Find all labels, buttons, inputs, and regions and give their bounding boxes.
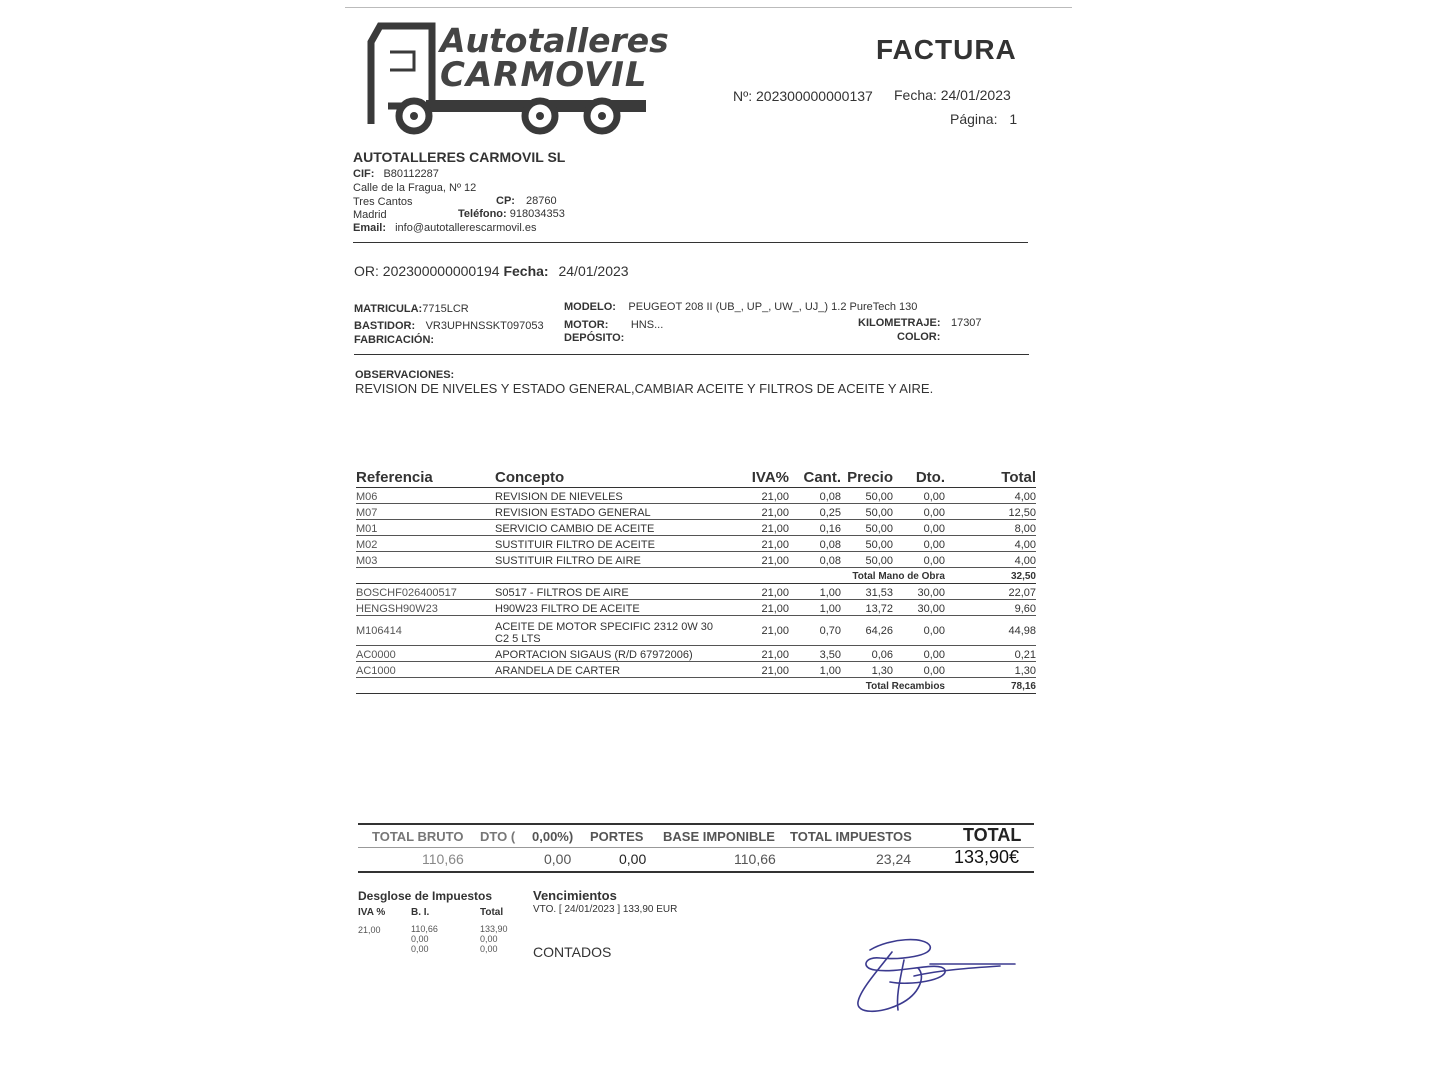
table-row xyxy=(356,488,1036,504)
cp-label: CP: xyxy=(496,195,515,207)
total-impuestos-label: TOTAL IMPUESTOS xyxy=(790,829,912,844)
invoice-date-label: Fecha: xyxy=(894,87,937,103)
cell-iva: 21,00 xyxy=(737,504,789,520)
cell-concepto: SERVICIO CAMBIO DE ACEITE xyxy=(495,520,737,536)
cell-concepto: APORTACION SIGAUS (R/D 67972006) xyxy=(495,646,737,662)
cell-concepto: SUSTITUIR FILTRO DE ACEITE xyxy=(495,536,737,552)
or-date-value: 24/01/2023 xyxy=(558,263,629,279)
phone-value: 918034353 xyxy=(509,208,565,220)
cell-total: 8,00 xyxy=(945,520,1036,536)
cell-precio: 50,00 xyxy=(841,552,893,568)
cell-dto: 0,00 xyxy=(893,520,945,536)
cell-concepto: REVISION DE NIEVELES xyxy=(495,488,737,504)
email-label: Email: xyxy=(353,222,387,234)
observaciones-text: REVISION DE NIVELES Y ESTADO GENERAL,CAMBIAR ACEITE Y FILTROS DE ACEITE Y AIRE. xyxy=(355,381,934,396)
company-email xyxy=(353,222,536,234)
cell-total: 44,98 xyxy=(945,616,1036,646)
cell-cant: 0,08 xyxy=(789,536,841,552)
labor-subtotal-value: 32,50 xyxy=(945,568,1036,584)
desglose-header-bi: B. I. xyxy=(411,907,430,918)
total-impuestos-value: 23,24 xyxy=(876,851,912,867)
cell-ref: M07 xyxy=(356,504,495,520)
cell-precio: 13,72 xyxy=(841,600,893,616)
logo-line1: Autotalleres xyxy=(440,21,669,60)
company-city: Tres Cantos xyxy=(353,196,413,208)
cell-ref: M03 xyxy=(356,552,495,568)
cell-total: 0,21 xyxy=(945,646,1036,662)
vencimientos-title: Vencimientos xyxy=(533,888,617,903)
color-label: COLOR: xyxy=(897,331,941,343)
totals-divider xyxy=(358,847,1034,848)
company-cp xyxy=(496,195,557,207)
total-bruto-value: 110,66 xyxy=(422,851,464,867)
table-row xyxy=(356,504,1036,520)
bastidor-value: VR3UPHNSSKT097053 xyxy=(425,320,544,332)
cell-total: 9,60 xyxy=(945,600,1036,616)
desglose-header-iva: IVA % xyxy=(358,907,386,918)
cell-iva: 21,00 xyxy=(737,536,789,552)
vehicle-bastidor xyxy=(354,316,544,334)
cell-dto: 0,00 xyxy=(893,488,945,504)
totals-bar xyxy=(358,823,1034,873)
or-date-label: Fecha: xyxy=(503,263,549,279)
desglose-total-col xyxy=(480,924,508,954)
total-value: 133,90€ xyxy=(954,847,1020,867)
vehicle-km xyxy=(858,313,982,331)
logo-line2: CARMOVIL xyxy=(440,55,648,95)
vencimientos-line: VTO. [ 24/01/2023 ] 133,90 EUR xyxy=(533,904,678,915)
cell-precio: 50,00 xyxy=(841,520,893,536)
header-concepto: Concepto xyxy=(495,466,737,488)
cell-iva: 21,00 xyxy=(737,488,789,504)
bastidor-label: BASTIDOR: xyxy=(354,320,416,332)
invoice-number-value: 202300000000137 xyxy=(756,88,873,104)
cell-precio: 64,26 xyxy=(841,616,893,646)
payment-method: CONTADOS xyxy=(533,944,612,960)
table-row xyxy=(356,536,1036,552)
cell-cant: 0,08 xyxy=(789,488,841,504)
matricula-label: MATRICULA: xyxy=(354,303,423,315)
desglose-total: 133,90 xyxy=(480,924,508,934)
cell-cant: 0,08 xyxy=(789,552,841,568)
cell-iva: 21,00 xyxy=(737,616,789,646)
invoice-date-value: 24/01/2023 xyxy=(940,87,1011,103)
cell-total: 4,00 xyxy=(945,488,1036,504)
total-bruto-label: TOTAL BRUTO xyxy=(372,829,464,844)
desglose-bi: 0,00 xyxy=(411,944,429,954)
invoice-page xyxy=(950,111,1017,127)
cell-cant: 3,50 xyxy=(789,646,841,662)
cell-precio: 50,00 xyxy=(841,504,893,520)
cell-ref: M106414 xyxy=(356,616,495,646)
cell-iva: 21,00 xyxy=(737,646,789,662)
invoice-number-label: Nº: xyxy=(733,88,753,104)
cell-dto: 0,00 xyxy=(893,552,945,568)
cell-concepto: ACEITE DE MOTOR SPECIFIC 2312 0W 30 C2 5 LTS xyxy=(495,616,737,646)
cell-cant: 1,00 xyxy=(789,662,841,678)
phone-label: Teléfono: xyxy=(458,208,507,220)
header-total: Total xyxy=(945,466,1036,488)
header-cant: Cant. xyxy=(789,466,841,488)
vehicle-motor xyxy=(564,315,663,333)
desglose-title: Desglose de Impuestos xyxy=(358,889,493,903)
cell-precio: 50,00 xyxy=(841,536,893,552)
header-iva: IVA% xyxy=(737,466,789,488)
divider xyxy=(354,354,1029,355)
parts-subtotal-label: Total Recambios xyxy=(356,678,945,694)
cell-concepto: SUSTITUIR FILTRO DE AIRE xyxy=(495,552,737,568)
cell-precio: 1,30 xyxy=(841,662,893,678)
motor-label: MOTOR: xyxy=(564,319,609,331)
cell-dto: 0,00 xyxy=(893,504,945,520)
cell-concepto: S0517 - FILTROS DE AIRE xyxy=(495,584,737,600)
desglose-total: 0,00 xyxy=(480,944,498,954)
cif-value: B80112287 xyxy=(383,168,439,180)
cell-ref: M06 xyxy=(356,488,495,504)
page-label: Página: xyxy=(950,111,998,127)
cell-total: 12,50 xyxy=(945,504,1036,520)
cell-iva: 21,00 xyxy=(737,662,789,678)
desglose-bi: 110,66 xyxy=(411,924,438,934)
items-table xyxy=(356,466,1036,694)
portes-label: PORTES xyxy=(590,829,644,844)
desglose-bi: 0,00 xyxy=(411,934,429,944)
fabricacion-label: FABRICACIÓN: xyxy=(354,334,435,346)
cell-ref: M02 xyxy=(356,536,495,552)
company-cif xyxy=(353,168,439,180)
cell-dto: 0,00 xyxy=(893,536,945,552)
cell-precio: 31,53 xyxy=(841,584,893,600)
divider xyxy=(353,242,1028,243)
document-title: FACTURA xyxy=(876,34,1017,65)
cp-value: 28760 xyxy=(526,195,557,207)
observaciones-label: OBSERVACIONES: xyxy=(355,369,455,381)
cell-dto: 30,00 xyxy=(893,600,945,616)
table-row xyxy=(356,552,1036,568)
cell-cant: 0,16 xyxy=(789,520,841,536)
total-label: TOTAL xyxy=(963,825,1022,845)
cell-precio: 50,00 xyxy=(841,488,893,504)
modelo-value: PEUGEOT 208 II (UB_, UP_, UW_, UJ_) 1.2 PureTech 130 xyxy=(628,301,918,313)
cell-iva: 21,00 xyxy=(737,520,789,536)
desglose-iva: 21,00 xyxy=(358,925,381,935)
table-row xyxy=(356,662,1036,678)
base-imponible-label: BASE IMPONIBLE xyxy=(663,829,775,844)
cell-total: 4,00 xyxy=(945,552,1036,568)
dto-label: DTO ( xyxy=(480,829,516,844)
company-province: Madrid xyxy=(353,209,387,221)
or-label: OR: xyxy=(354,263,379,279)
signature-icon xyxy=(830,930,1030,1020)
company-name: AUTOTALLERES CARMOVIL SL xyxy=(353,149,566,165)
logo-text xyxy=(440,21,669,95)
header-dto: Dto. xyxy=(893,466,945,488)
cell-precio: 0,06 xyxy=(841,646,893,662)
dto-value: 0,00 xyxy=(544,851,572,867)
header-precio: Precio xyxy=(841,466,893,488)
labor-subtotal-row xyxy=(356,568,1036,584)
cell-ref: HENGSH90W23 xyxy=(356,600,495,616)
cell-dto: 0,00 xyxy=(893,616,945,646)
cell-dto: 0,00 xyxy=(893,646,945,662)
motor-value: HNS... xyxy=(630,319,664,331)
table-row xyxy=(356,616,1036,646)
modelo-label: MODELO: xyxy=(564,301,616,313)
or-value: 202300000000194 xyxy=(382,263,500,279)
table-row xyxy=(356,584,1036,600)
invoice-number xyxy=(733,88,873,104)
portes-value: 0,00 xyxy=(619,851,647,867)
order-line xyxy=(354,263,629,279)
cell-ref: AC0000 xyxy=(356,646,495,662)
desglose-header-total: Total xyxy=(480,907,504,918)
cell-ref: M01 xyxy=(356,520,495,536)
page-value: 1 xyxy=(1009,111,1018,127)
cell-total: 1,30 xyxy=(945,662,1036,678)
cell-iva: 21,00 xyxy=(737,584,789,600)
matricula-value: 7715LCR xyxy=(422,303,469,315)
company-address: Calle de la Fragua, Nº 12 xyxy=(353,182,477,194)
top-rule xyxy=(345,7,1072,8)
cell-concepto: H90W23 FILTRO DE ACEITE xyxy=(495,600,737,616)
cell-total: 22,07 xyxy=(945,584,1036,600)
cell-cant: 1,00 xyxy=(789,584,841,600)
cif-label: CIF: xyxy=(353,168,375,180)
header-ref: Referencia xyxy=(356,466,495,488)
parts-subtotal-row xyxy=(356,678,1036,694)
email-value: info@autotallerescarmovil.es xyxy=(395,222,537,234)
cell-concepto: REVISION ESTADO GENERAL xyxy=(495,504,737,520)
cell-ref: BOSCHF026400517 xyxy=(356,584,495,600)
cell-dto: 30,00 xyxy=(893,584,945,600)
company-phone xyxy=(458,208,565,220)
base-imponible-value: 110,66 xyxy=(734,851,776,867)
desglose-total: 0,00 xyxy=(480,934,498,944)
cell-cant: 1,00 xyxy=(789,600,841,616)
labor-subtotal-label: Total Mano de Obra xyxy=(356,568,945,584)
cell-dto: 0,00 xyxy=(893,662,945,678)
table-header xyxy=(356,466,1036,488)
invoice-date xyxy=(894,87,1011,103)
cell-cant: 0,70 xyxy=(789,616,841,646)
cell-ref: AC1000 xyxy=(356,662,495,678)
table-row xyxy=(356,520,1036,536)
cell-iva: 21,00 xyxy=(737,600,789,616)
parts-subtotal-value: 78,16 xyxy=(945,678,1036,694)
table-row xyxy=(356,646,1036,662)
cell-iva: 21,00 xyxy=(737,552,789,568)
km-value: 17307 xyxy=(950,317,982,329)
cell-concepto: ARANDELA DE CARTER xyxy=(495,662,737,678)
cell-cant: 0,25 xyxy=(789,504,841,520)
table-row xyxy=(356,600,1036,616)
dto-pct: 0,00%) xyxy=(532,829,574,844)
cell-total: 4,00 xyxy=(945,536,1036,552)
km-label: KILOMETRAJE: xyxy=(858,317,941,329)
deposito-label: DEPÓSITO: xyxy=(564,332,625,344)
desglose-bi-col xyxy=(411,924,438,954)
vehicle-matricula xyxy=(354,299,469,317)
